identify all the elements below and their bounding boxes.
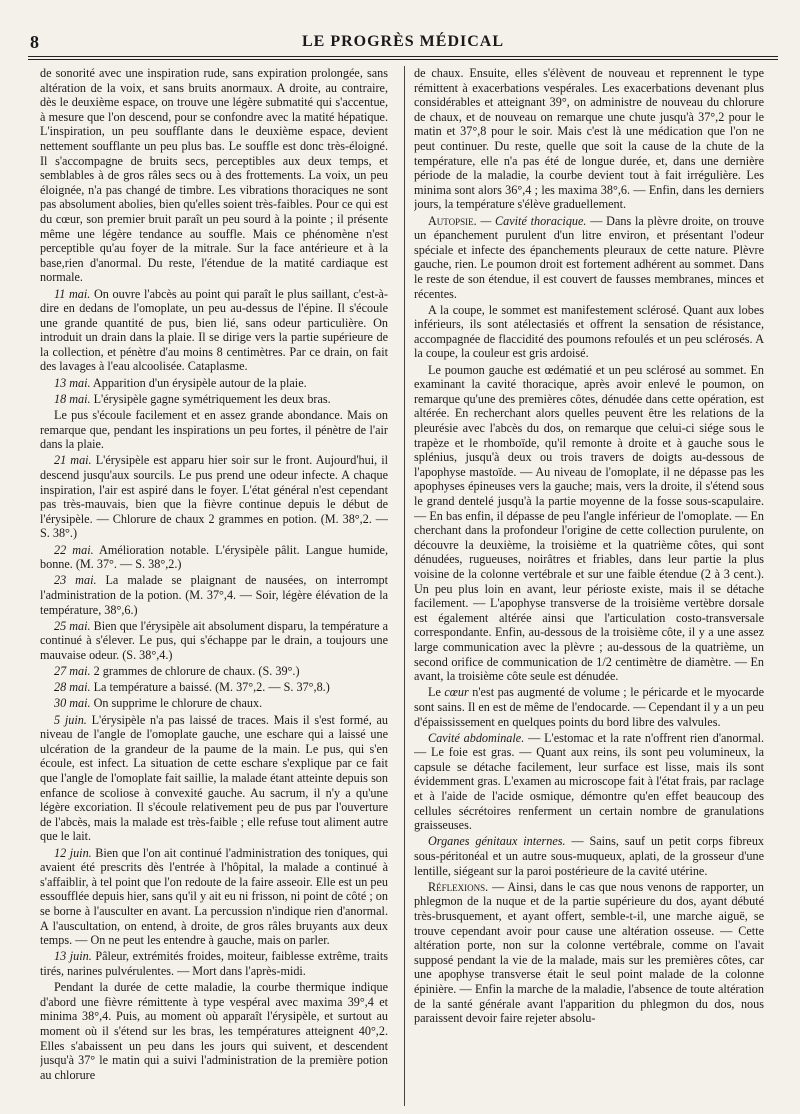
paragraph: 28 mai. La température a baissé. (M. 37°,2. — S. 37°,8.) (54, 680, 330, 695)
paragraph: Pendant la durée de cette maladie, la courbe thermique indique d'abord une fièvre rémittente à type vespéral avec maxima 39°,4 et minima 38°,4. Puis, au moment où apparaît l'érysipèle, et surtout au moment où il s'étend sur les bras, les températures atteignent 40°,2. Elles s'abaissent un peu dans les jours qui suivent, et descendent jusqu'à 37° le matin qui a suivi l'administration de la première potion au chlorure (40, 980, 388, 1082)
paragraph: Le pus s'écoule facilement et en assez grande abondance. Mais on remarque que, pendant les inspirations un peu fortes, il pénètre de l'air dans la plaie. (40, 408, 388, 452)
paragraph: 11 mai. On ouvre l'abcès au point qui paraît le plus saillant, c'est-à-dire en dedans de l'omoplate, un peu au-dessus de l'épine. Il s'écoule une grande quantité de pus, bien lié, sans odeur particulière. On introduit un drain dans la plaie. Il se dirige vers la partie supérieure de la collection, et pénètre d'au moins 8 centimètres. Par ce drain, on fait des lavages à l'eau alcoolisée. Cataplasme. (40, 286, 388, 374)
paragraph: 5 juin. L'érysipèle n'a pas laissé de traces. Mais il s'est formé, au niveau de l'angle de l'omoplate gauche, une eschare qui a laissé une ulcération de la grandeur de la paume de la main. Le pus, qui s'en écoule, est infect. La situation de cette eschare s'explique par ce fait que l'angle de l'omoplate fait saillie, la malade étant atteinte depuis son enfance de scoliose à convexité gauche. Au sacrum, il n'y a qu'une légère excoriation. Il s'écoule relativement peu de pus par l'ouverture de l'abcès, mais la malade est très-faible ; elle refuse tout aliment autre que le lait. (40, 712, 388, 844)
paragraph: 27 mai. 2 grammes de chlorure de chaux. (S. 39°.) (54, 664, 300, 679)
paragraph: Organes génitaux internes. — Sains, sauf un petit corps fibreux sous-péritonéal et un autre sous-muqueux, aplati, de la grosseur d'une lentille, siégeant sur la paroi postérieure de la cavité utérine. (414, 834, 764, 878)
paragraph: 12 juin. Bien que l'on ait continué l'administration des toniques, qui avaient été prescrits dès l'entrée à l'hôpital, la malade a continué à s'affaiblir, à tel point que l'on redoute de la faire asseoir. Elle est un peu essoufflée depuis hier, sans qu'il y ait eu ni frisson, ni point de côté ; on se borne à l'ausculter en avant. La percussion n'indique rien d'anormal. A l'auscultation, on entend, à droite, de gros râles bruyants aux deux temps. — On ne peut les entendre à gauche, mais on parler. (40, 845, 388, 948)
paragraph: 30 mai. On supprime le chlorure de chaux. (54, 696, 263, 711)
paragraph: 18 mai. L'érysipèle gagne symétriquement les deux bras. (54, 391, 331, 406)
column-divider (404, 66, 405, 1106)
paragraph: 25 mai. Bien que l'érysipèle ait absolument disparu, la température a continué à s'élever. Le pus, qui s'échappe par le drain, a toujours une mauvaise odeur. (S. 38°,4.) (40, 618, 388, 662)
paragraph: Cavité abdominale. — L'estomac et la rate n'offrent rien d'anormal. — Le foie est gras. — Quant aux reins, ils sont peu volumineux, la capsule se détache facilement, leur surface est lisse, mais ils sont évidemment gras. L'examen au microscope fait à l'état frais, par raclage et à l'aide de l'acide osmique, démontre qu'en effet beaucoup des cellules sécrétoires renferment un certain nombre de granulations graisseuses. (414, 730, 764, 833)
header-rule (28, 59, 778, 60)
left-column (40, 66, 388, 1106)
right-column (414, 66, 764, 1106)
journal-title: LE PROGRÈS MÉDICAL (301, 33, 505, 50)
paragraph: 23 mai. La malade se plaignant de nausées, on interrompt l'administration de la potion. (M. 37°,4. — Soir, légère élévation de la température, 38°,6.) (40, 573, 388, 617)
paragraph: de chaux. Ensuite, elles s'élèvent de nouveau et reprennent le type rémittent à exacerbations vespérales. Les exacerbations devenant plus considérables et atteignant 39°, on administre de nouveau du chlorure de chaux, et de nouveau on remarque une chute jusqu'à 37°,2 pour le matin et 37°,8 pour le soir. Mais c'est là une médication que l'on ne peut continuer. Du reste, quelle que soit la cause de la chute de la température, elle n'a pas été de longue durée, et, dans une dernière période de la maladie, la courbe devient tout à fait irrégulière. Les minima sont alors 36°,4 ; les maxima 38°,6. — Enfin, dans les derniers jours, la température s'élève graduellement. (414, 66, 764, 212)
paragraph: Réflexions. — Ainsi, dans le cas que nous venons de rapporter, un phlegmon de la nuque et de la partie supérieure du dos, ayant débuté très-brusquement, et ayant offert, semble-t-il, une marche aiguë, se trouve cependant avoir pour cause une altération osseuse. — Cette altération porte, non sur la colonne vertébrale, comme on l'avait supposé pendant la vie de la malade, mais sur les premières côtes, car une apophyse transverse était le seul point malade de la colonne épinière. — Enfin la marche de la maladie, l'absence de toute altération de la santé générale avant l'apparition du phlegmon du dos, nous paraissent devoir faire rejeter absolu- (414, 879, 764, 1026)
paragraph: Autopsie. — Cavité thoracique. — Dans la plèvre droite, on trouve un épanchement purulent d'un litre environ, et présentant l'odeur spéciale et infecte des épanchements pleuraux de cette nature. Plèvre gauche, rien. Le poumon droit est fortement adhérent au sommet. Dans le reste de son étendue, il est couvert de fausses membranes, minces et récentes. (414, 213, 764, 301)
paragraph: de sonorité avec une inspiration rude, sans expiration prolongée, sans altération de la voix, et sans bruits anormaux. A droite, au contraire, dès le deuxième espace, on trouve une légère submatité qui s'accentue, à mesure que l'on descend, pour se confondre avec la matité hépatique. L'inspiration, un peu soufflante dans le deuxième espace, devient nettement soufflante un peu plus bas. Le souffle est donc très-éloigné. Il s'accompagne de bruits secs, perceptibles aux deux temps, et semblables à de gros râles secs ou à des frottements. La voix, un peu éloignée, n'a pas changé de timbre. Les vibrations thoraciques ne sont pas absolument abolies, bien qu'elles soient très-faibles. Pour ce qui est du cœur, son premier bruit paraît un peu sourd à la pointe ; il présente même une légère tendance au souffle. Mais ce phénomène n'est perceptible qu'au foyer de la mitrale. Sur la face antérieure et à la base,rien d'anormal. Du reste, l'étendue de la matité cardiaque est normale. (40, 66, 388, 285)
paragraph: 13 mai. Apparition d'un érysipèle autour de la plaie. (54, 375, 307, 390)
paragraph: A la coupe, le sommet est manifestement sclérosé. Quant aux lobes inférieurs, ils sont atélectasiés et offrent la sensation de résistance, accompagnée de flaccidité des poumons refoulés et un peu sclérosés. A la coupe, la couleur est gris ardoisé. (414, 302, 764, 361)
paragraph: Le cœur n'est pas augmenté de volume ; le péricarde et le myocarde sont sains. Il en est de même de l'endocarde. — Cependant il y a un peu d'épaississement en quelques points du bord libre des valvules. (414, 685, 764, 729)
paragraph: Le poumon gauche est œdématié et un peu sclérosé au sommet. En examinant la cavité thoracique, après avoir enlevé le poumon, on remarque qu'une des premières côtes, dénudée dans cette opération, est altérée. En recherchant alors quelles peuvent être les relations de la pleurésie avec l'abcès du dos, on remarque que celui-ci siége sous le trapèze et le rhomboïde, qu'il remonte à droite et à gauche sous le splénius, jusqu'à deux ou trois travers de doigts au-dessous de l'apophyse mastoïde. — Au niveau de l'omoplate, il ne dépasse pas les apophyses épineuses vers la gauche; mais, vers la droite, il s'étend sous le grand dentelé jusqu'à la partie moyenne de la fosse sous-scapulaire. — En bas enfin, il dépasse de peu l'angle inférieur de l'omoplate. — En cherchant dans la profondeur l'origine de cette collection purulente, on découvre la deuxième, la troisième et la quatrième côtes, qui sont dénudées, rugueuses, noirâtres et friables, dans leur partie la plus voisine de la colonne vertébrale et sur une faible étendue (2 à 3 cent.). Un peu plus loin en avant, leur périoste existe, mais il se détache facilement. — L'apophyse transverse de la troisième vertèbre dorsale est également altérée ainsi que l'articulation costo-transversale correspondante. Enfin, au-dessous de la troisième côte, il y a une assez large communication avec la plèvre ; au-dessous de la quatrième, un second orifice de communication de 1/2 centimètre de diamètre. — En avant, la troisième côte seule est dénudée. (414, 362, 764, 684)
paragraph: 21 mai. L'érysipèle est apparu hier soir sur le front. Aujourd'hui, il descend jusqu'aux sourcils. Le pus prend une odeur infecte. A chaque inspiration, l'air est aspiré dans le foyer. L'état général n'est cependant pas très-mauvais, bien que la fièvre continue depuis le début de l'érysipèle. — Chlorure de chaux 2 grammes en potion. (M. 38°,2. — S. 38°.) (40, 453, 388, 541)
paragraph: 22 mai. Amélioration notable. L'érysipèle pâlit. Langue humide, bonne. (M. 37°. — S. 38°,2.) (40, 542, 388, 572)
page-number: 8 (30, 32, 39, 52)
page-header (28, 30, 778, 57)
paragraph: 13 juin. Pâleur, extrémités froides, moiteur, faiblesse extrême, traits tirés, narines pulvérulentes. — Mort dans l'après-midi. (40, 949, 388, 978)
